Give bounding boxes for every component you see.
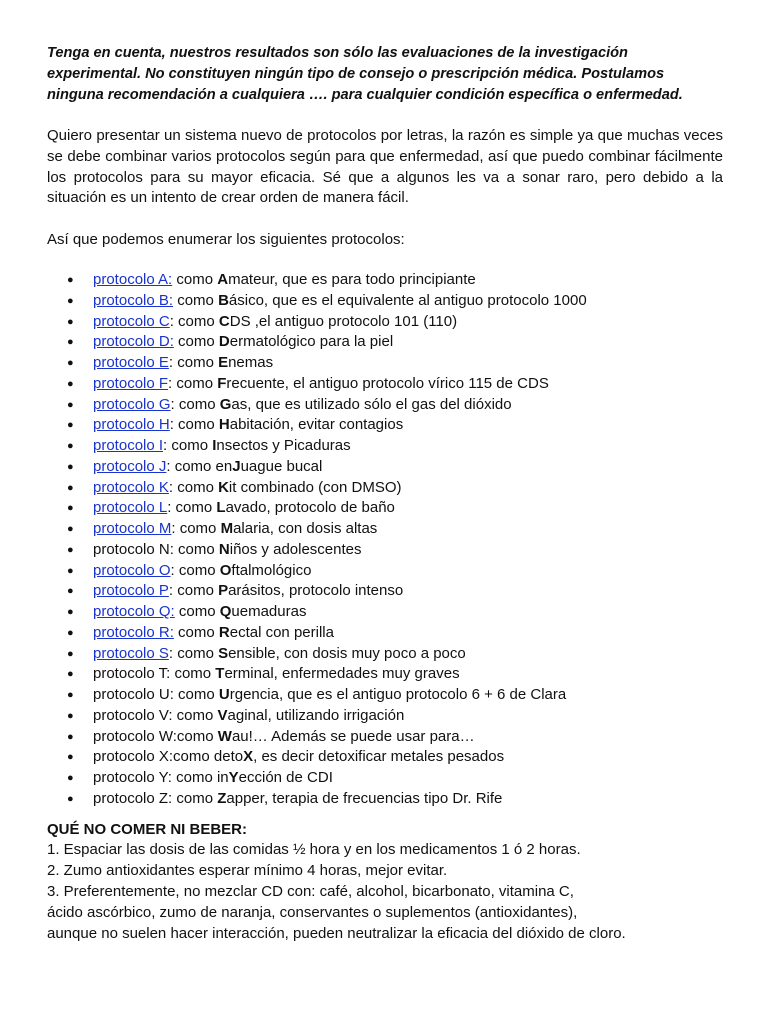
protocol-desc-prefix: : como (167, 499, 217, 517)
protocol-link[interactable]: protocolo C (93, 312, 170, 330)
protocol-desc: nsectos y Picaduras (216, 437, 351, 455)
protocol-item (47, 291, 723, 312)
protocol-item (47, 789, 723, 810)
protocol-key-letter: K (218, 478, 229, 496)
bullet-icon: ● (67, 689, 74, 702)
protocol-desc-prefix: como (173, 333, 219, 351)
protocol-key-letter: H (218, 416, 230, 434)
protocol-desc: , es decir detoxificar metales pesados (253, 748, 505, 766)
protocol-link[interactable]: protocolo O (93, 561, 171, 579)
bullet-icon: ● (67, 606, 74, 619)
bullet-icon: ● (67, 668, 74, 681)
protocol-desc-prefix: : como (168, 374, 218, 392)
protocol-desc-prefix: :como (172, 727, 218, 745)
protocol-desc: erminal, enfermedades muy graves (224, 665, 460, 683)
protocol-link[interactable]: protocolo S (93, 644, 169, 662)
protocol-item (47, 374, 723, 395)
section-title-suffix: : (242, 820, 248, 838)
protocol-desc: recuente, el antiguo protocolo vírico 115 de CDS (226, 374, 549, 392)
protocol-desc-prefix: : como (168, 789, 218, 807)
protocol-item (47, 478, 723, 499)
protocol-link[interactable]: protocolo M (93, 520, 172, 538)
protocol-item (47, 332, 723, 353)
protocol-desc: ásico, que es el equivalente al antiguo protocolo 1000 (228, 291, 587, 309)
protocol-key-letter: U (218, 686, 230, 704)
protocol-desc-prefix: : como (168, 706, 218, 724)
bullet-icon: ● (67, 543, 74, 556)
protocol-desc: ección de CDI (238, 769, 333, 787)
protocol-desc: it combinado (con DMSO) (228, 478, 402, 496)
bullet-icon: ● (67, 792, 74, 805)
protocol-item (47, 519, 723, 540)
bullet-icon: ● (67, 523, 74, 536)
protocol-link[interactable]: protocolo P (93, 582, 169, 600)
protocol-item (47, 685, 723, 706)
protocol-desc: rgencia, que es el antiguo protocolo 6 + 6 de Clara (229, 686, 567, 704)
bullet-icon: ● (67, 419, 74, 432)
protocol-key-letter: X (243, 748, 254, 766)
protocol-desc: apper, terapia de frecuencias tipo Dr. Rife (226, 789, 503, 807)
protocol-desc: arásitos, protocolo intenso (228, 582, 404, 600)
protocol-desc-prefix: : como (171, 520, 221, 538)
protocol-desc: nemas (228, 354, 274, 372)
protocol-item (47, 706, 723, 727)
bullet-icon: ● (67, 709, 74, 722)
protocol-item (47, 727, 723, 748)
section-title-text: QUÉ NO COMER NI BEBER (47, 820, 243, 838)
protocol-list (47, 270, 723, 810)
document-page (47, 43, 723, 944)
bullet-icon: ● (67, 564, 74, 577)
protocol-desc-prefix: como (173, 623, 219, 641)
tip-line: 2. Zumo antioxidantes esperar mínimo 4 horas, mejor evitar. (47, 862, 448, 880)
protocol-desc: avado, protocolo de baño (225, 499, 395, 517)
protocol-desc-prefix: : como (168, 644, 219, 662)
protocol-key-letter: M (220, 520, 234, 538)
protocol-link[interactable]: protocolo R: (93, 623, 174, 641)
protocol-label: protocolo V (93, 706, 169, 724)
protocol-link[interactable]: protocolo Q: (93, 603, 175, 621)
protocol-key-letter: B (218, 291, 229, 309)
protocol-desc-prefix: : como (169, 540, 219, 558)
protocol-desc-prefix: : como en (166, 457, 233, 475)
protocol-item (47, 457, 723, 478)
protocol-desc-prefix: : como in (167, 769, 229, 787)
protocol-label: protocolo T (93, 665, 167, 683)
protocol-desc-prefix: : como (166, 665, 216, 683)
protocol-key-letter: R (218, 623, 230, 641)
tip-line: aunque no suelen hacer interacción, pueden neutralizar la eficacia del dióxido de cloro. (47, 924, 626, 942)
protocol-key-letter: C (218, 312, 230, 330)
protocol-desc: DS ,el antiguo protocolo 101 (110) (229, 312, 458, 330)
protocol-key-letter: Y (228, 769, 239, 787)
protocol-item (47, 581, 723, 602)
bullet-icon: ● (67, 626, 74, 639)
protocol-link[interactable]: protocolo G (93, 395, 171, 413)
protocol-label: protocolo U (93, 686, 170, 704)
bullet-icon: ● (67, 647, 74, 660)
protocol-desc: au!… Además se puede usar para… (231, 727, 475, 745)
protocol-link[interactable]: protocolo E (93, 354, 169, 372)
protocol-item (47, 415, 723, 436)
protocol-key-letter: Z (217, 789, 227, 807)
protocol-desc: ermatológico para la piel (229, 333, 394, 351)
protocol-desc-prefix: : como (170, 561, 220, 579)
bullet-icon: ● (67, 502, 74, 515)
bullet-icon: ● (67, 440, 74, 453)
list-intro: Así que podemos enumerar los siguientes protocolos: (47, 231, 405, 249)
tip-line: 1. Espaciar las dosis de las comidas ½ hora y en los medicamentos 1 ó 2 horas. (47, 841, 581, 859)
protocol-item (47, 747, 723, 768)
protocol-desc: alaria, con dosis altas (233, 520, 378, 538)
protocol-key-letter: P (218, 582, 229, 600)
protocol-key-letter: E (218, 354, 229, 372)
protocol-item (47, 395, 723, 416)
protocol-desc: ftalmológico (231, 561, 312, 579)
bullet-icon: ● (67, 357, 74, 370)
protocol-key-letter: W (217, 727, 232, 745)
protocol-desc-prefix: como (174, 603, 220, 621)
protocol-link[interactable]: protocolo K (93, 478, 169, 496)
protocol-key-letter: O (219, 561, 232, 579)
bullet-icon: ● (67, 460, 74, 473)
protocol-key-letter: T (215, 665, 225, 683)
protocol-label: protocolo N (93, 540, 170, 558)
protocol-desc: uemaduras (231, 603, 307, 621)
protocol-key-letter: G (219, 395, 232, 413)
protocol-key-letter: S (218, 644, 229, 662)
protocol-link[interactable]: protocolo B: (93, 291, 174, 309)
protocol-desc-prefix: :como deto (168, 748, 244, 766)
protocol-desc-prefix: : como (170, 395, 220, 413)
protocol-desc: ectal con perilla (229, 623, 334, 641)
bullet-icon: ● (67, 377, 74, 390)
protocol-desc-prefix: : como (169, 312, 219, 330)
protocol-item (47, 540, 723, 561)
protocol-label: protocolo Y (93, 769, 168, 787)
protocol-desc-prefix: : como (169, 686, 219, 704)
protocol-item (47, 498, 723, 519)
protocol-item (47, 602, 723, 623)
protocol-desc-prefix: como (173, 291, 219, 309)
bullet-icon: ● (67, 336, 74, 349)
protocol-item (47, 768, 723, 789)
protocol-desc: as, que es utilizado sólo el gas del dióxido (231, 395, 512, 413)
protocol-desc-prefix: : como (163, 437, 213, 455)
protocol-key-letter: A (217, 271, 229, 289)
protocol-key-letter: I (212, 437, 217, 455)
protocol-link[interactable]: protocolo L (93, 499, 168, 517)
protocol-label: protocolo Z (93, 789, 169, 807)
bullet-icon: ● (67, 315, 74, 328)
section-title (47, 820, 723, 841)
bullet-icon: ● (67, 751, 74, 764)
protocol-item (47, 644, 723, 665)
protocol-key-letter: Q (219, 603, 232, 621)
protocol-desc-prefix: : como (168, 582, 219, 600)
bullet-icon: ● (67, 730, 74, 743)
protocol-key-letter: J (232, 457, 241, 475)
protocol-item (47, 664, 723, 685)
protocol-item (47, 623, 723, 644)
protocol-key-letter: N (218, 540, 230, 558)
protocol-label: protocolo W (93, 727, 173, 745)
protocol-desc: uague bucal (240, 457, 323, 475)
protocol-desc: mateur, que es para todo principiante (228, 271, 476, 289)
disclaimer-paragraph: Tenga en cuenta, nuestros resultados son sólo las evaluaciones de la investigación experimental. No constituyen ningún tipo de consejo o prescripción médica. Postulamos ninguna recomendación a cualquiera …. para cualquier condición específica o enfermedad. (47, 45, 683, 103)
protocol-link[interactable]: protocolo F (93, 374, 169, 392)
bullet-icon: ● (67, 398, 74, 411)
protocol-desc-prefix: : como (169, 416, 219, 434)
protocol-item (47, 353, 723, 374)
protocol-label: protocolo X (93, 748, 169, 766)
protocol-link[interactable]: protocolo D: (93, 333, 174, 351)
protocol-item (47, 312, 723, 333)
protocol-link[interactable]: protocolo J (93, 457, 167, 475)
bullet-icon: ● (67, 585, 74, 598)
protocol-desc: ensible, con dosis muy poco a poco (228, 644, 466, 662)
bullet-icon: ● (67, 274, 74, 287)
protocol-item (47, 561, 723, 582)
protocol-key-letter: V (217, 706, 228, 724)
bullet-icon: ● (67, 294, 74, 307)
protocol-item (47, 270, 723, 291)
protocol-desc: iños y adolescentes (229, 540, 362, 558)
tip-line: ácido ascórbico, zumo de naranja, conservantes o suplementos (antioxidantes), (47, 903, 578, 921)
protocol-link[interactable]: protocolo I (93, 437, 164, 455)
tips-list (47, 840, 723, 944)
protocol-desc: aginal, utilizando irrigación (227, 706, 405, 724)
protocol-key-letter: F (217, 374, 227, 392)
protocol-link[interactable]: protocolo A: (93, 271, 173, 289)
protocol-desc-prefix: : como (168, 354, 219, 372)
protocol-desc-prefix: como (172, 271, 218, 289)
protocol-item (47, 436, 723, 457)
protocol-key-letter: D (218, 333, 230, 351)
intro-paragraph: Quiero presentar un sistema nuevo de protocolos por letras, la razón es simple ya que muchas veces se debe combinar varios protocolos según para que enfermedad, así que puedo combinar fácilmente los protocolos para su mayor eficacia. Sé que a algunos les va a sonar raro, pero debido a la situación es un intento de crear orden de manera fácil. (47, 127, 723, 207)
protocol-link[interactable]: protocolo H (93, 416, 170, 434)
tip-line: 3. Preferentemente, no mezclar CD con: café, alcohol, bicarbonato, vitamina C, (47, 883, 574, 901)
protocol-key-letter: L (216, 499, 226, 517)
protocol-desc: abitación, evitar contagios (229, 416, 404, 434)
bullet-icon: ● (67, 481, 74, 494)
protocol-desc-prefix: : como (168, 478, 219, 496)
bullet-icon: ● (67, 772, 74, 785)
